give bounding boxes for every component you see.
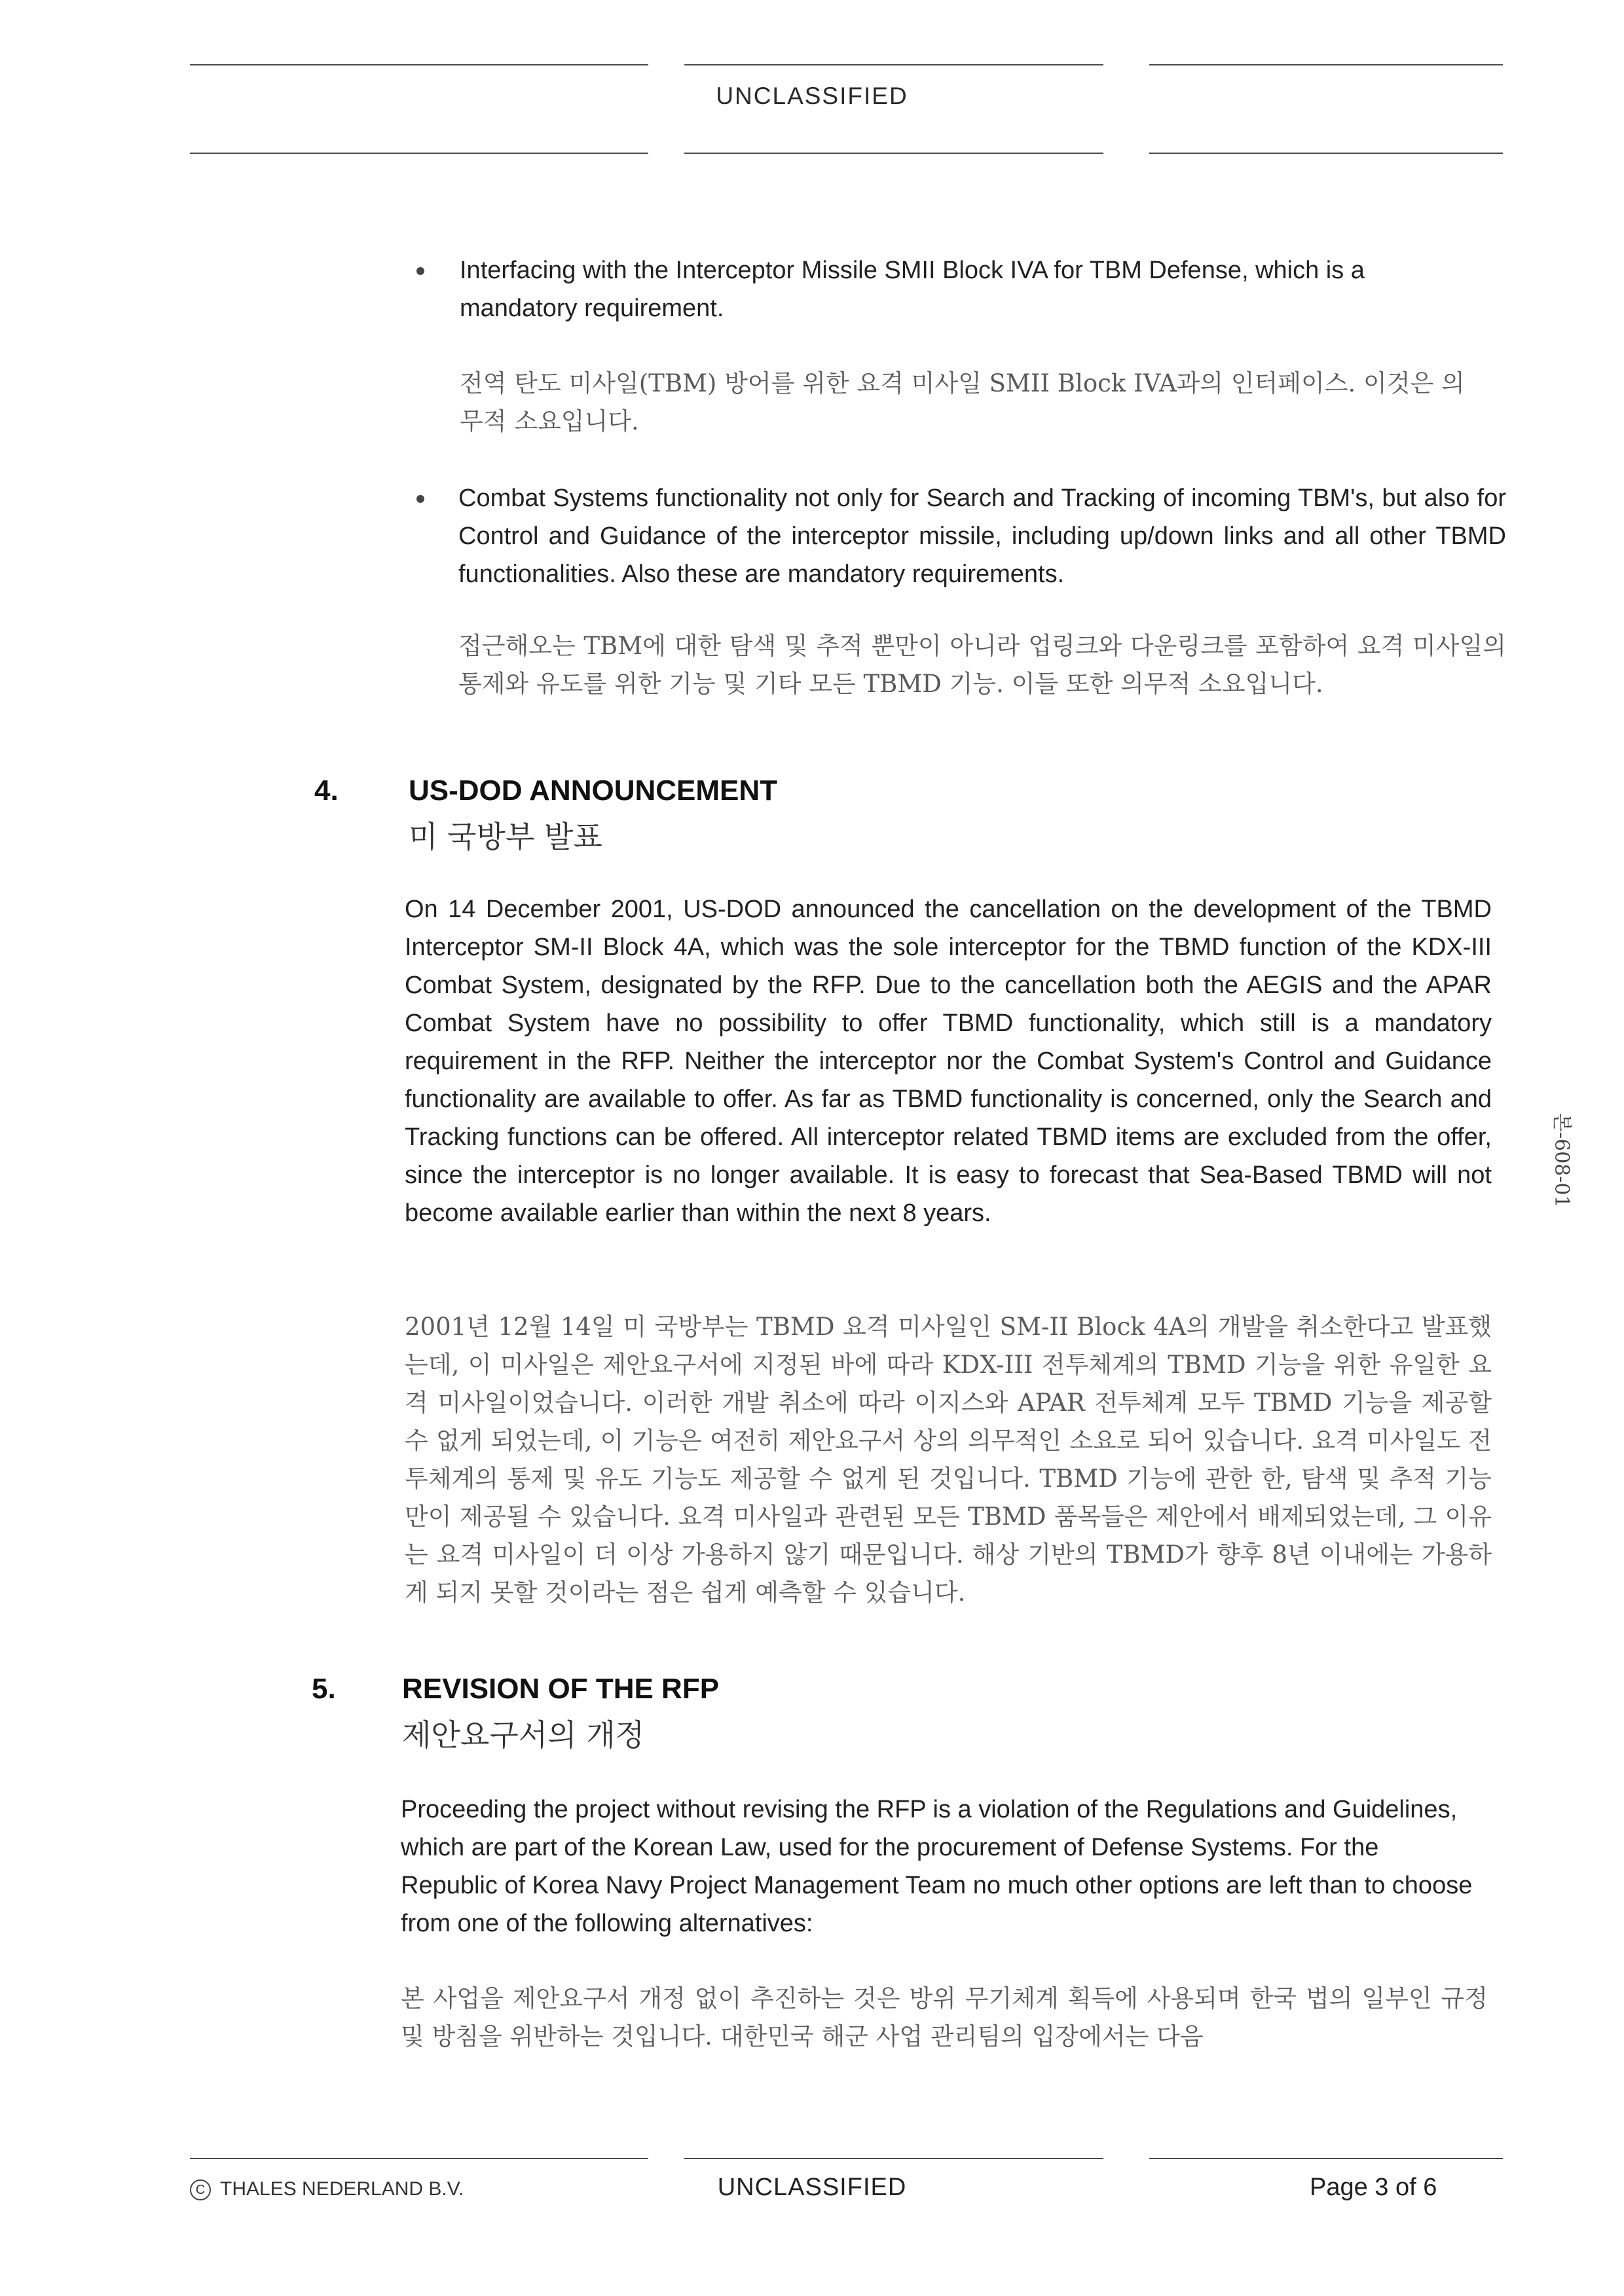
header-rule-top-left <box>190 64 648 65</box>
section-4-title-ko: 미 국방부 발표 <box>409 819 602 854</box>
bullet-1-text: Interfacing with the Interceptor Missile SMII Block IVA for TBM Defense, which is a mandatory requirement. <box>460 257 1365 322</box>
side-stamp-code: 본-608-01 <box>1550 1113 1573 1208</box>
footer-classification: UNCLASSIFIED <box>717 2174 907 2201</box>
section-4-body-ko: 2001년 12월 14일 미 국방부는 TBMD 요격 미사일인 SM-II Block 4A의 개발을 취소한다고 발표했는데, 이 미사일은 제안요구서에 지정된 바에 따라 KDX-III 전투체계의 TBMD 기능을 위한 유일한 요격 미사일이었습니다. 이러한 개발 취소에 따라 이지스와 APAR 전투체계 모두 TBMD 기능을 제공할 수 없게 되었는데, 이 기능은 여전히 제안요구서 상의 의무적인 소요로 되어 있습니다. 요격 미사일도 전투체계의 통제 및 유도 기능도 제공할 수 없게 된 것입니다. TBMD 기능에 관한 한, 탐색 및 추적 기능만이 제공될 수 있습니다. 요격 미사일과 관련된 모든 TBMD 품목들은 제안에서 배제되었는데, 그 이유는 요격 미사일이 더 이상 가용하지 않기 때문입니다. 해상 기반의 TBMD가 향후 8년 이내에는 가용하게 되지 못할 것이라는 점은 쉽게 예측할 수 있습니다. <box>405 1313 1492 1607</box>
bullet-marker <box>416 267 424 275</box>
section-4-title: US-DOD ANNOUNCEMENT <box>409 774 778 807</box>
copyright-icon: C <box>190 2179 211 2200</box>
header-rule-bottom-right <box>1149 153 1503 154</box>
footer-rule-center <box>684 2158 1103 2159</box>
footer-page-number: Page 3 of 6 <box>1310 2174 1437 2201</box>
section-5-number: 5. <box>312 1673 336 1705</box>
footer-rule-right <box>1149 2158 1503 2159</box>
footer-rule-left <box>190 2158 648 2159</box>
bullet-2-text-ko: 접근해오는 TBM에 대한 탐색 및 추적 뿐만이 아니라 업링크와 다운링크를 포함하여 요격 미사일의 통제와 유도를 위한 기능 및 기타 모든 TBMD 기능. 이들 또한 의무적 소요입니다. <box>458 632 1506 698</box>
bullet-1-text-ko: 전역 탄도 미사일(TBM) 방어를 위한 요격 미사일 SMII Block IVA과의 인터페이스. 이것은 의무적 소요입니다. <box>460 369 1465 435</box>
footer-company: THALES NEDERLAND B.V. <box>220 2178 464 2200</box>
bullet-2-text: Combat Systems functionality not only for Search and Tracking of incoming TBM's, but also for Control and Guidance of the interceptor missile, including up/down links and all other TBMD functionalities. Also these are mandatory requirements. <box>458 484 1506 588</box>
section-4-body: On 14 December 2001, US-DOD announced the cancellation on the development of the TBMD Interceptor SM-II Block 4A, which was the sole interceptor for the TBMD function of the KDX-III Combat System, designated by the RFP. Due to the cancellation both the AEGIS and the APAR Combat System have no possibility to offer TBMD functionality, which still is a mandatory requirement in the RFP. Neither the interceptor nor the Combat System's Control and Guidance functionality are available to offer. As far as TBMD functionality is concerned, only the Search and Tracking functions can be offered. All interceptor related TBMD items are excluded from the offer, since the interceptor is no longer available. It is easy to forecast that Sea-Based TBMD will not become available earlier than within the next 8 years. <box>405 896 1492 1227</box>
section-5-body: Proceeding the project without revising the RFP is a violation of the Regulations and Guidelines, which are part of the Korean Law, used for the procurement of Defense Systems. For the Republic of Korea Navy Project Management Team no much other options are left than to choose from one of the following alternatives: <box>401 1796 1473 1937</box>
section-4-number: 4. <box>314 774 339 807</box>
section-5-title: REVISION OF THE RFP <box>402 1673 720 1705</box>
section-5-title-ko: 제안요구서의 개정 <box>402 1717 645 1753</box>
header-rule-bottom-center <box>684 153 1103 154</box>
section-5-body-ko: 본 사업을 제안요구서 개정 없이 추진하는 것은 방위 무기체계 획득에 사용되며 한국 법의 일부인 규정 및 방침을 위반하는 것입니다. 대한민국 해군 사업 관리팀의 입장에서는 다음 <box>401 1984 1488 2050</box>
header-rule-top-right <box>1149 64 1503 65</box>
header-rule-top-center <box>684 64 1103 65</box>
bullet-marker <box>416 495 424 503</box>
header-rule-bottom-left <box>190 153 648 154</box>
header-classification: UNCLASSIFIED <box>716 82 908 109</box>
